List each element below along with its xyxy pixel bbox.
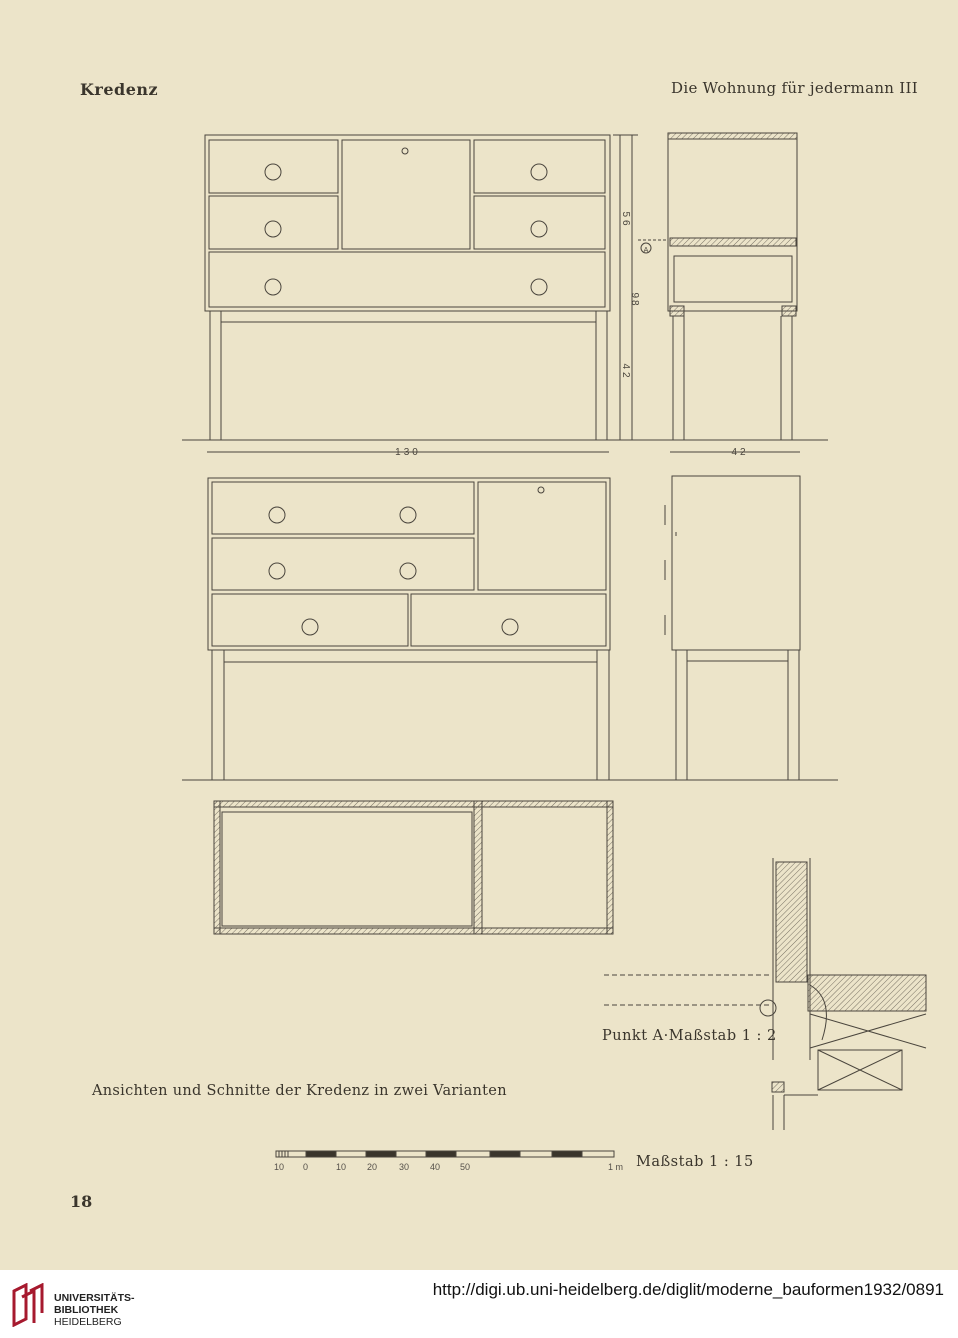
plan-section [214,801,613,934]
scale-tick: 10 [274,1162,285,1172]
logo-line-1: UNIVERSITÄTS- [54,1292,135,1304]
scale-tick: 40 [430,1162,441,1172]
library-logo-icon [10,1283,48,1327]
scale-tick: 50 [460,1162,471,1172]
page-number: 18 [70,1192,93,1211]
dim-width-front: 130 [395,447,421,458]
library-logo-text[interactable] [54,1292,135,1328]
front-elevation-variant-2 [182,478,838,780]
scale-tick: 30 [399,1162,410,1172]
scale-bar-graphic [276,1151,614,1157]
dim-height-total: 98 [629,292,640,308]
dim-height-upper: 56 [620,211,631,229]
scale-label: Maßstab 1 : 15 [636,1154,754,1170]
scale-tick: 1 m [608,1162,624,1172]
side-section-variant-1 [638,133,800,452]
detail-point-a [604,858,926,1130]
dim-height-legs: 42 [620,363,631,381]
scale-tick: 0 [303,1162,309,1172]
dim-depth-side: 42 [731,447,749,458]
figure-caption: Ansichten und Schnitte der Kredenz in zwei Varianten [92,1083,507,1099]
section-marker-a: A [643,247,649,254]
logo-line-3: HEIDELBERG [54,1316,122,1328]
logo-line-2: BIBLIOTHEK [54,1304,119,1316]
scale-tick: 20 [367,1162,378,1172]
side-elevation-variant-2 [665,476,800,780]
source-url-link[interactable]: http://digi.ub.uni-heidelberg.de/diglit/moderne_bauformen1932/0891 [432,1280,944,1299]
section-title: Kredenz [80,80,159,99]
scale-tick: 10 [336,1162,347,1172]
front-elevation-variant-1 [182,135,828,452]
series-title: Die Wohnung für jedermann III [671,79,918,97]
detail-label: Punkt A·Maßstab 1 : 2 [602,1028,777,1044]
